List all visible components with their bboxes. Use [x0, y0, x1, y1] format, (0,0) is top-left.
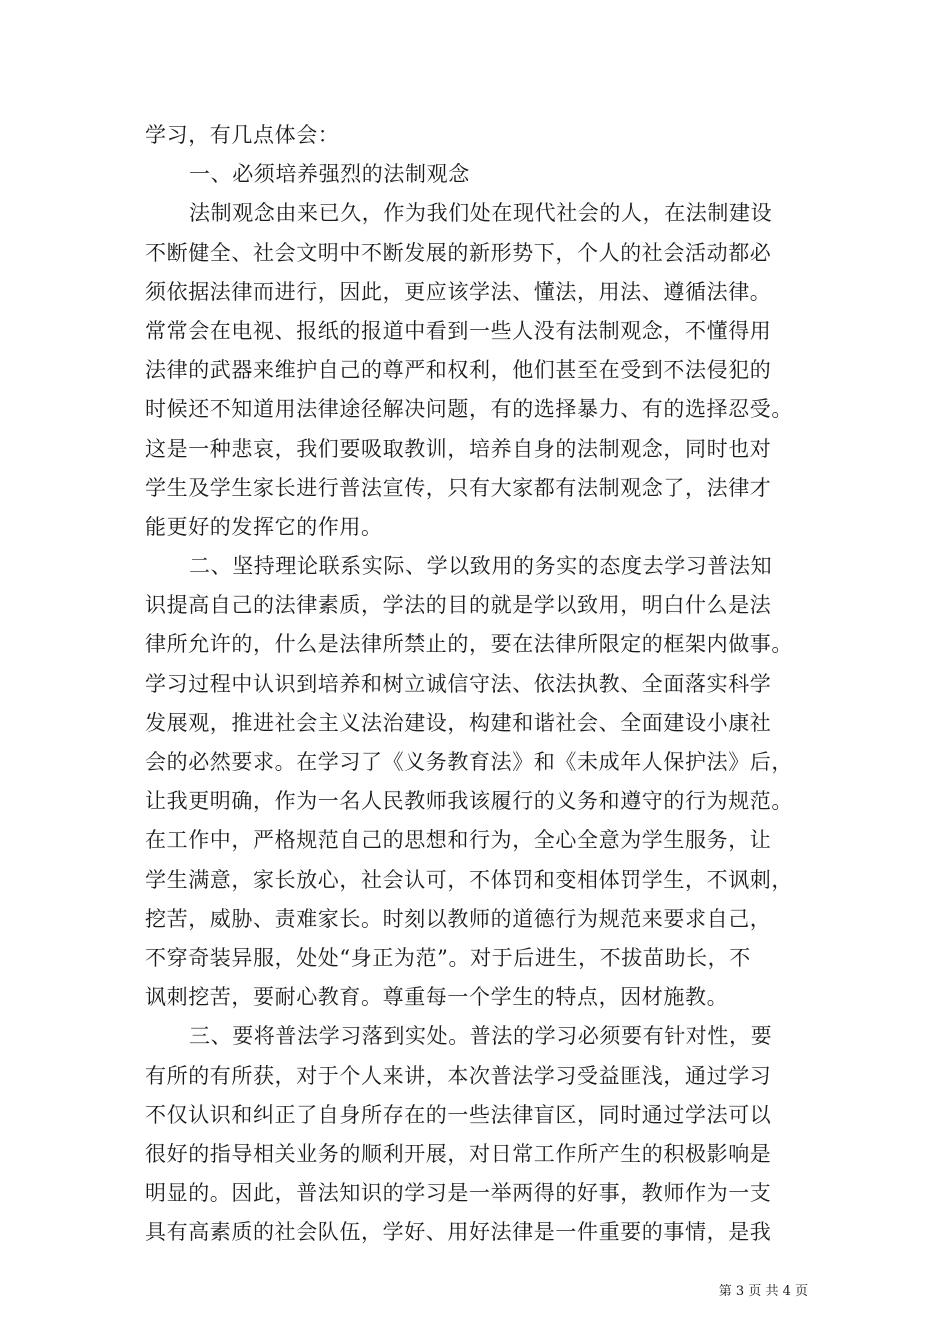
text-line: 学习，有几点体会：: [145, 123, 340, 147]
text-line: 一、必须培养强烈的法制观念: [189, 162, 470, 187]
text-line: 具有高素质的社会队伍，学好、用好法律是一件重要的事情，是我: [145, 1220, 772, 1245]
text-line: 不穿奇装异服，处处“身正为范”。对于后进生，不拔苗助长，不: [145, 945, 751, 970]
text-line: 三、要将普法学习落到实处。普法的学习必须要有针对性，要: [189, 1024, 773, 1049]
text-line: 会的必然要求。在学习了《义务教育法》和《未成年人保护法》后，: [145, 750, 793, 774]
text-line: 讽刺挖苦，要耐心教育。尊重每一个学生的特点，因材施教。: [145, 985, 729, 1010]
text-line: 法制观念由来已久，作为我们处在现代社会的人，在法制建设: [189, 201, 773, 226]
text-line: 挖苦，威胁、责难家长。时刻以教师的道德行为规范来要求自己，: [145, 906, 772, 931]
text-line: 在工作中，严格规范自己的思想和行为，全心全意为学生服务，让: [145, 828, 772, 853]
text-line: 很好的指导相关业务的顺利开展，对日常工作所产生的积极影响是: [145, 1141, 772, 1166]
document-body: [145, 116, 815, 1252]
text-line: 识提高自己的法律素质，学法的目的就是学以致用，明白什么是法: [145, 593, 772, 618]
text-line: 让我更明确，作为一名人民教师我该履行的义务和遵守的行为规范。: [145, 789, 793, 814]
text-line: 常常会在电视、报纸的报道中看到一些人没有法制观念，不懂得用: [145, 318, 772, 343]
text-line: 明显的。因此，普法知识的学习是一举两得的好事，教师作为一支: [145, 1181, 772, 1206]
text-line: 学生满意，家长放心，社会认可，不体罚和变相体罚学生，不讽刺，: [145, 867, 793, 892]
page-number: 第 3 页 共 4 页: [718, 1284, 808, 1299]
text-line: 法律的武器来维护自己的尊严和权利，他们甚至在受到不法侵犯的: [145, 358, 772, 383]
text-line: 发展观，推进社会主义法治建设，构建和谐社会、全面建设小康社: [145, 710, 772, 735]
text-line: 时候还不知道用法律途径解决问题，有的选择暴力、有的选择忍受。: [145, 397, 793, 422]
text-line: 学生及学生家长进行普法宣传，只有大家都有法制观念了，法律才: [145, 475, 772, 500]
text-line: 二、坚持理论联系实际、学以致用的务实的态度去学习普法知: [189, 554, 773, 579]
text-line: 学习过程中认识到培养和树立诚信守法、依法执教、全面落实科学: [145, 671, 772, 696]
text-line: 能更好的发挥它的作用。: [145, 514, 383, 539]
text-line: 不断健全、社会文明中不断发展的新形势下，个人的社会活动都必: [145, 240, 772, 265]
text-line: 这是一种悲哀，我们要吸取教训，培养自身的法制观念，同时也对: [145, 436, 772, 461]
text-line: 须依据法律而进行，因此，更应该学法、懂法，用法、遵循法律。: [145, 279, 772, 304]
text-line: 有所的有所获，对于个人来讲，本次普法学习受益匪浅，通过学习: [145, 1063, 772, 1088]
text-line: 不仅认识和纠正了自身所存在的一些法律盲区，同时通过学法可以: [145, 1102, 772, 1127]
text-line: 律所允许的，什么是法律所禁止的，要在法律所限定的框架内做事。: [145, 632, 793, 657]
